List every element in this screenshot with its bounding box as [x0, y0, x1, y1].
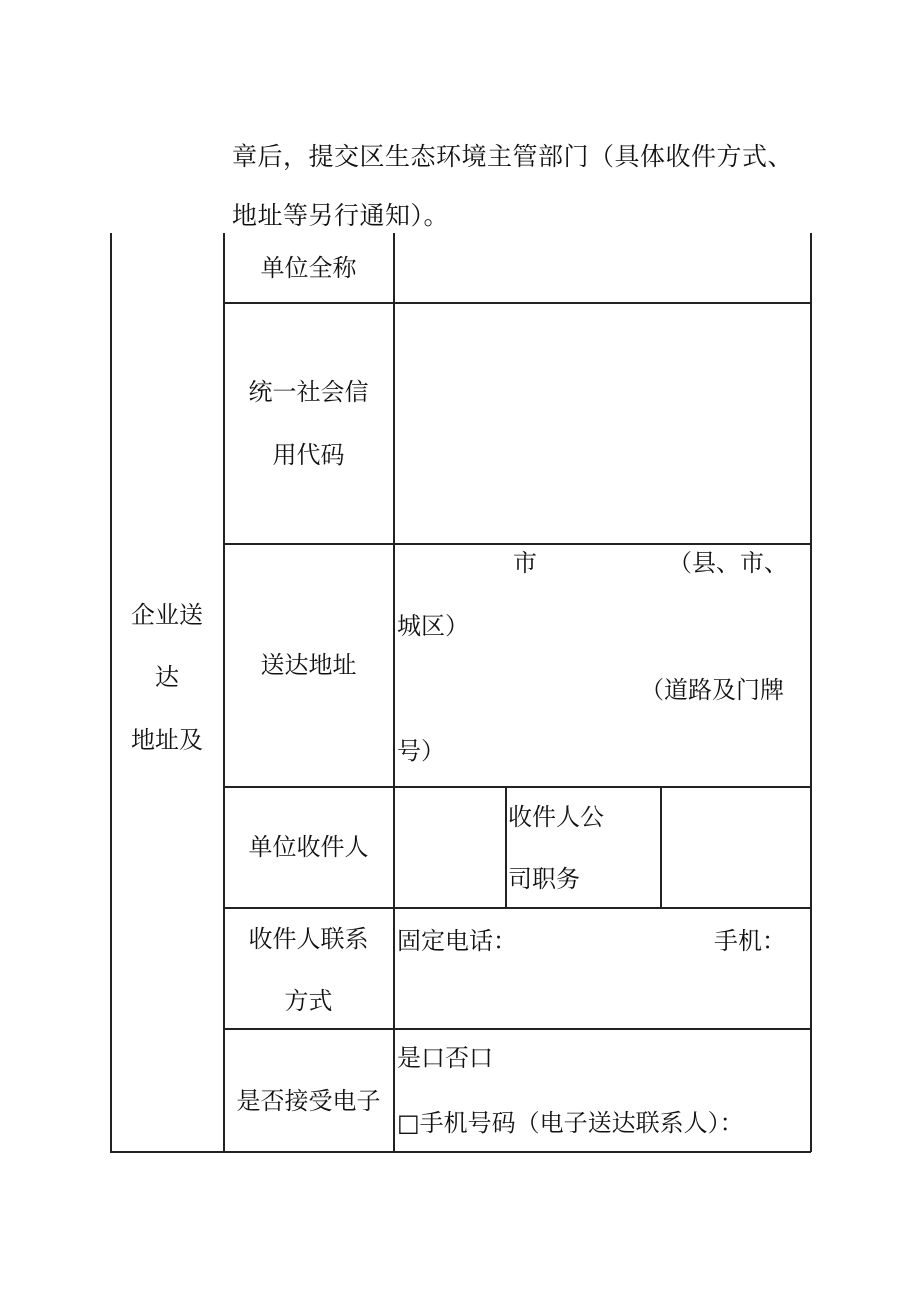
electronic-option-checkboxes[interactable]: 是口否口	[397, 1044, 493, 1072]
paragraph-line-1: 章后，提交区生态环境主管部门（具体收件方式、	[232, 142, 794, 171]
electronic-mobile-line[interactable]: □手机号码（电子送达联系人）：	[397, 1109, 744, 1137]
paragraph-line-2: 地址等另行通知）。	[232, 201, 450, 230]
mobile-label: 手机：	[714, 927, 786, 955]
section-label-line-2: 达	[155, 663, 179, 691]
contact-label-line-1: 收件人联系	[248, 925, 369, 953]
section-label-line-3: 地址及	[131, 726, 203, 754]
credit-code-label-line-2: 用代码	[272, 441, 345, 469]
address-city-suffix: 市	[513, 549, 537, 577]
recipient-name-field[interactable]	[395, 788, 504, 906]
contact-label-line-2: 方式	[284, 987, 333, 1015]
address-road-suffix: （道路及门牌	[640, 676, 784, 704]
section-label-line-1: 企业送	[131, 601, 203, 629]
recipient-position-label-line-1: 收件人公	[508, 803, 604, 831]
unit-name-field[interactable]	[395, 234, 809, 301]
recipient-position-field[interactable]	[662, 788, 809, 906]
unit-name-label: 单位全称	[260, 254, 357, 282]
credit-code-field[interactable]	[395, 304, 809, 542]
credit-code-label-line-1: 统一社会信	[248, 378, 369, 406]
electronic-label: 是否接受电子	[236, 1087, 381, 1115]
address-number-suffix: 号）	[397, 737, 445, 765]
recipient-position-label-line-2: 司职务	[508, 865, 580, 893]
phone-label: 固定电话：	[397, 927, 517, 955]
address-label: 送达地址	[260, 651, 357, 679]
address-district-suffix: 城区）	[397, 612, 469, 640]
recipient-label: 单位收件人	[248, 833, 369, 861]
address-county-suffix: （县、市、	[668, 549, 788, 577]
